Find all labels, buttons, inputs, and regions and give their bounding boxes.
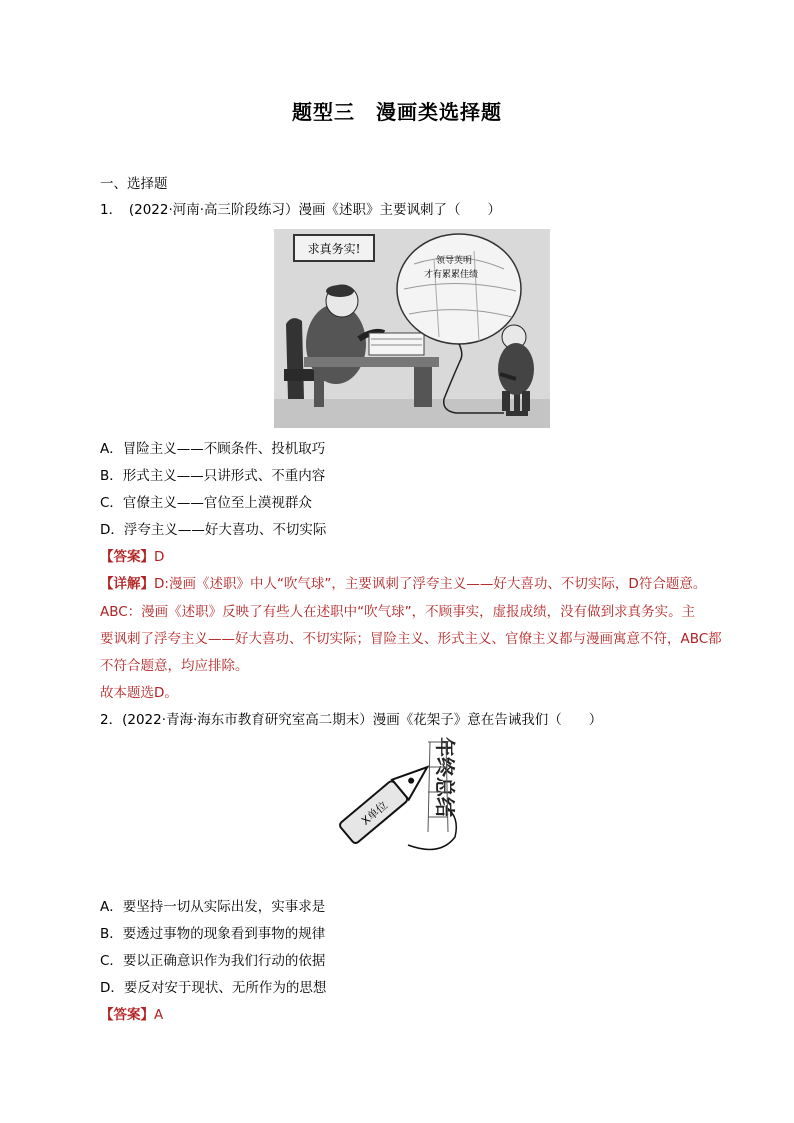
cartoon-balloon-text-2: 才有累累佳绩 [424,270,479,280]
cartoon-ink-text: 年终总结 [433,737,457,817]
page-title: 题型三 漫画类选择题 [292,100,502,124]
cartoon-pen-label: X单位 [359,798,391,828]
question-1-conclusion: 故本题选D。 [100,685,178,701]
question-2-option-c: C．要以正确意识作为我们行动的依据 [100,953,326,969]
question-1-option-b: B．形式主义——只讲形式、不重内容 [100,468,326,484]
answer-label: 【答案】 [100,1007,154,1023]
question-1-stem: 1． (2022·河南·高三阶段练习）漫画《述职》主要讽刺了（ ） [100,202,502,218]
section-heading: 一、选择题 [100,176,168,192]
question-2-option-b: B．要透过事物的现象看到事物的规律 [100,926,326,942]
question-2-answer-line [100,1005,720,1025]
cartoon-balloon-text-1: 领导英明 [436,256,473,266]
question-1-detail-line-3: 要讽刺了浮夸主义——好大喜功、不切实际；冒险主义、形式主义、官僚主义都与漫画寓意不符，ABC都 [100,631,722,647]
detail-label: 【详解】 [100,576,154,592]
question-1-detail-line-1 [100,574,720,594]
answer-value: D [154,549,165,565]
question-1-option-d: D．浮夸主义——好大喜功、不切实际 [100,522,327,538]
cartoon-shuzhi-image [274,229,550,428]
detail-text-1: D:漫画《述职》中人“吹气球”，主要讽刺了浮夸主义——好大喜功、不切实际，D符合题意。 [154,576,707,592]
question-2-option-a: A．要坚持一切从实际出发，实事求是 [100,899,326,915]
answer-label: 【答案】 [100,549,154,565]
question-2-option-d: D．要反对安于现状、无所作为的思想 [100,980,327,996]
question-2-stem: 2．(2022·青海·海东市教育研究室高二期末）漫画《花架子》意在告诫我们（ ） [100,712,603,728]
question-1-detail-line-4: 不符合题意，均应排除。 [100,658,249,674]
cartoon-sign-text: 求真务实! [307,242,361,256]
question-1-detail-line-2: ABC：漫画《述职》反映了有些人在述职中“吹气球”，不顾事实，虚报成绩，没有做到求真务实。主 [100,604,696,620]
question-1-option-a: A．冒险主义——不顾条件、投机取巧 [100,441,326,457]
question-1-option-c: C．官僚主义——官位至上漠视群众 [100,495,312,511]
cartoon-huajiazi-image [320,737,470,887]
answer-value: A [154,1007,164,1023]
question-1-answer-line [100,547,720,567]
